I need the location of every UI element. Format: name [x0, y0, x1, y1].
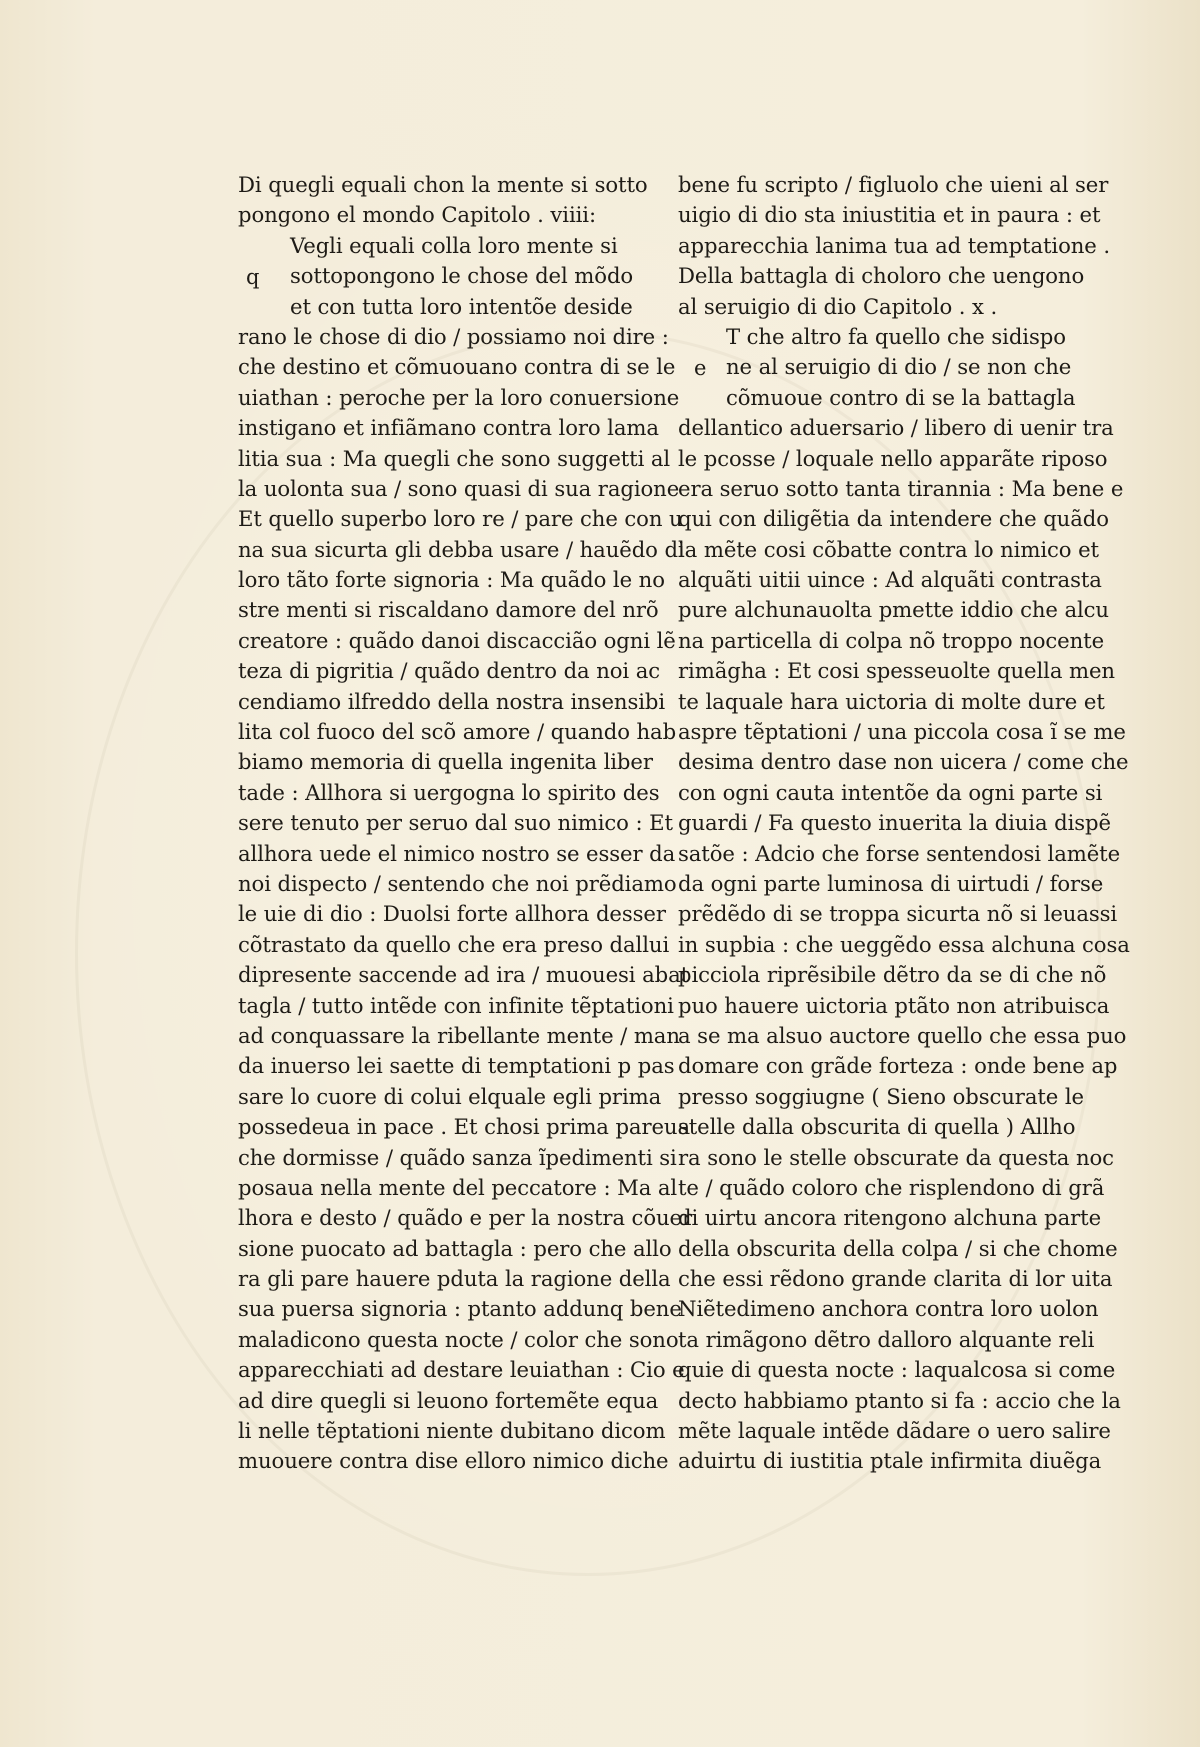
text-line: con ogni cauta intentõe da ogni parte si	[678, 779, 1103, 805]
text-line: che destino et cõmuouano contra di se le	[238, 354, 676, 380]
text-line: Niẽtedimeno anchora contra loro uolon	[678, 1296, 1099, 1322]
text-line: pongono el mondo Capitolo . viiii:	[238, 202, 597, 228]
text-line: satõe : Adcio che forse sentendosi lamẽte	[678, 840, 1121, 866]
text-line: da inuerso lei saette di temptationi p pas	[238, 1053, 675, 1079]
text-line: sere tenuto per seruo dal suo nimico : Et	[238, 810, 673, 836]
text-line: domare con grãde forteza : onde bene ap	[678, 1053, 1118, 1079]
right-text-column	[678, 170, 1130, 1477]
text-line: apparecchia lanima tua ad temptatione .	[678, 232, 1110, 258]
text-line: sottopongono le chose del mõdo	[290, 263, 634, 289]
text-line: possedeua in pace . Et chosi prima pareua	[238, 1114, 691, 1140]
text-line: della obscurita della colpa / si che chome	[678, 1235, 1118, 1261]
text-line: decto habbiamo ptanto si fa : accio che la	[678, 1387, 1121, 1413]
text-line: uigio di dio sta iniustitia et in paura : et	[678, 202, 1101, 228]
text-line: che dormisse / quãdo sanza ĩpedimenti si	[238, 1144, 677, 1170]
right-initial-guide-letter: e	[694, 356, 707, 380]
text-line: guardi / Fa questo inuerita la diuia dispẽ	[678, 810, 1111, 836]
text-line: la mẽte cosi cõbatte contra lo nimico et	[678, 536, 1099, 562]
text-line: ra sono le stelle obscurate da questa noc	[678, 1144, 1114, 1170]
text-line: quie di questa nocte : laqualcosa si come	[678, 1357, 1116, 1383]
text-line: da ogni parte luminosa di uirtudi / forse	[678, 870, 1104, 896]
text-line: cõmuoue contro di se la battagla	[726, 384, 1076, 410]
text-line: muouere contra dise elloro nimico diche	[238, 1448, 669, 1474]
text-line: rano le chose di dio / possiamo noi dire :	[238, 323, 669, 349]
text-line: et con tutta loro intentõe deside	[290, 293, 633, 319]
text-line: prẽdẽdo di se troppa sicurta nõ si leuassi	[678, 901, 1118, 927]
text-line: na sua sicurta gli debba usare / hauẽdo di	[238, 536, 685, 562]
text-line: mẽte laquale intẽde dãdare o uero salire	[678, 1418, 1111, 1444]
text-line: a se ma alsuo auctore quello che essa puo	[678, 1022, 1127, 1048]
text-line: Di quegli equali chon la mente si sotto	[238, 172, 648, 197]
text-line: posaua nella mente del peccatore : Ma al	[238, 1174, 678, 1200]
text-line: biamo memoria di quella ingenita liber	[238, 749, 653, 775]
text-line: stre menti si riscaldano damore del nrõ	[238, 597, 659, 623]
text-line: ad dire quegli si leuono fortemẽte equa	[238, 1387, 659, 1413]
text-line: aduirtu di iustitia ptale infirmita diuẽga	[678, 1448, 1102, 1474]
left-initial-guide-letter: q	[246, 265, 260, 289]
text-line: di uirtu ancora ritengono alchuna parte	[678, 1205, 1102, 1231]
text-line: apparecchiati ad destare leuiathan : Cio e	[238, 1357, 685, 1383]
text-line: presso soggiugne ( Sieno obscurate le	[678, 1083, 1084, 1109]
text-line: la uolonta sua / sono quasi di sua ragione	[238, 475, 680, 501]
text-line: qui con diligẽtia da intendere che quãdo	[678, 506, 1109, 532]
text-line: era seruo sotto tanta tirannia : Ma bene e	[678, 475, 1124, 501]
text-line: tade : Allhora si uergogna lo spirito des	[238, 779, 660, 805]
text-line: alquãti uitii uince : Ad alquãti contrasta	[678, 567, 1102, 593]
text-line: stelle dalla obscurita di quella ) Allho	[678, 1114, 1076, 1140]
text-line: Della battagla di choloro che uengono	[678, 263, 1085, 289]
text-line: cõtrastato da quello che era preso dallui	[238, 931, 670, 957]
text-line: picciola riprẽsibile dẽtro da se di che nõ	[678, 962, 1107, 988]
text-line: li nelle tẽptationi niente dubitano dicom	[238, 1418, 666, 1444]
text-line: lita col fuoco del scõ amore / quando hab	[238, 719, 677, 745]
left-text-column	[238, 170, 692, 1477]
text-line: rimãgha : Et cosi spesseuolte quella men	[678, 658, 1115, 684]
text-line: uiathan : peroche per la loro conuersione	[238, 384, 680, 410]
text-line: te / quãdo coloro che risplendono di grã	[678, 1174, 1105, 1200]
text-line: sare lo cuore di colui elquale egli prima	[238, 1083, 662, 1109]
text-line: desima dentro dase non uicera / come che	[678, 749, 1129, 775]
text-line: aspre tẽptationi / una piccola cosa ĩ se me	[678, 719, 1126, 745]
text-line: instigano et infiãmano contra loro lama	[238, 415, 659, 441]
text-line: Et quello superbo loro re / pare che con u	[238, 506, 683, 532]
text-line: loro tãto forte signoria : Ma quãdo le no	[238, 567, 665, 593]
text-line: te laquale hara uictoria di molte dure et	[678, 688, 1105, 714]
text-line: al seruigio di dio Capitolo . x .	[678, 293, 998, 319]
text-line: creatore : quãdo danoi discaccião ogni lẽ	[238, 627, 676, 653]
text-line: bene fu scripto / figluolo che uieni al ser	[678, 172, 1109, 197]
text-line: T che altro fa quello che sidispo	[726, 323, 1066, 349]
text-line: le uie di dio : Duolsi forte allhora desser	[238, 901, 666, 927]
text-line: maladicono questa nocte / color che sono	[238, 1326, 679, 1352]
text-line: pure alchunauolta pmette iddio che alcu	[678, 597, 1109, 623]
text-line: che essi rẽdono grande clarita di lor uita	[678, 1266, 1113, 1292]
text-line: ta rimãgono dẽtro dalloro alquante reli	[678, 1326, 1095, 1352]
text-line: puo hauere uictoria ptãto non atribuisca	[678, 992, 1110, 1018]
text-line: dellantico aduersario / libero di uenir tra	[678, 415, 1114, 441]
text-line: ne al seruigio di dio / se non che	[726, 354, 1072, 380]
text-line: le pcosse / loquale nello apparãte riposo	[678, 445, 1108, 471]
text-line: tagla / tutto intẽde con infinite tẽptationi	[238, 992, 674, 1018]
text-line: dipresente saccende ad ira / muouesi abat	[238, 962, 690, 988]
text-line: Vegli equali colla loro mente si	[290, 232, 618, 258]
text-line: litia sua : Ma quegli che sono suggetti al	[238, 445, 671, 471]
text-line: sione puocato ad battagla : pero che allo	[238, 1235, 672, 1261]
text-line: allhora uede el nimico nostro se esser da	[238, 840, 676, 866]
text-line: teza di pigritia / quãdo dentro da noi ac	[238, 658, 661, 684]
text-line: na particella di colpa nõ troppo nocente	[678, 627, 1105, 653]
text-line: cendiamo ilfreddo della nostra insensibi	[238, 688, 666, 714]
text-line: sua puersa signoria : ptanto addunq bene	[238, 1296, 682, 1322]
text-line: lhora e desto / quãdo e per la nostra cõuer	[238, 1205, 692, 1231]
text-line: noi dispecto / sentendo che noi prẽdiamo	[238, 870, 677, 896]
text-line: ra gli pare hauere pduta la ragione della	[238, 1266, 671, 1292]
text-line: in supbia : che ueggẽdo essa alchuna cosa	[678, 931, 1130, 957]
text-line: ad conquassare la ribellante mente / man	[238, 1022, 680, 1048]
